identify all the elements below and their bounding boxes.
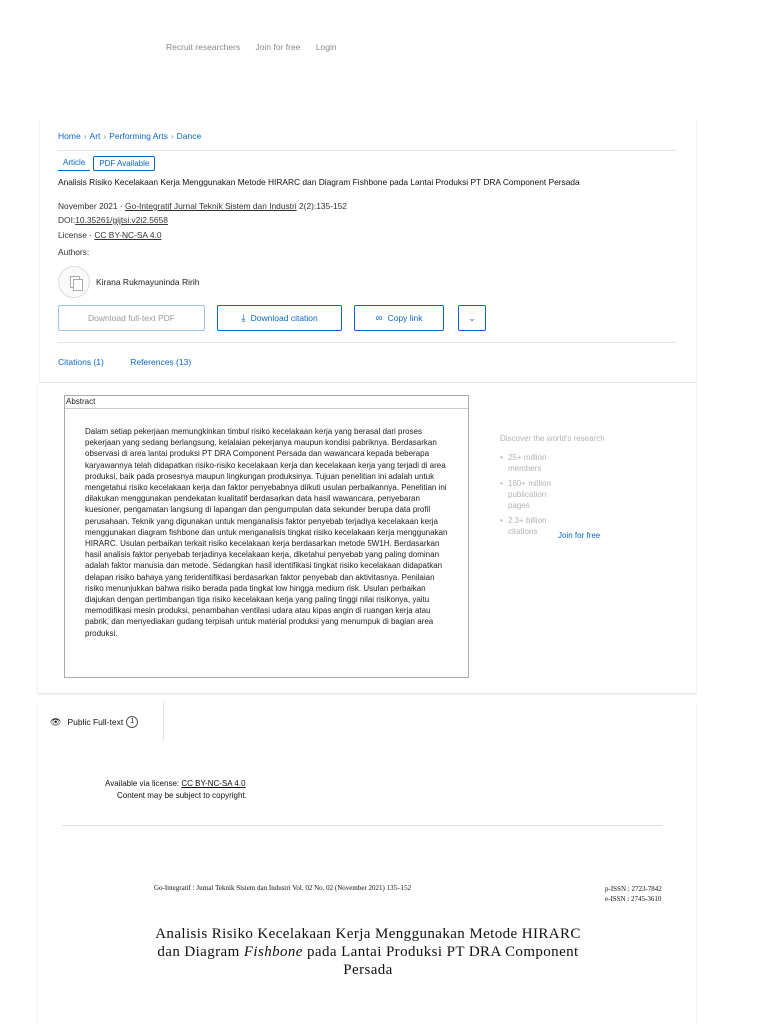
join-for-free-sidebar-link[interactable]: Join for free [558, 531, 601, 540]
join-for-free-link[interactable]: Join for free [255, 42, 301, 52]
pdf-issn [605, 884, 662, 904]
doi-link[interactable]: 10.35261/gijtsi.v2i2.5658 [75, 215, 168, 225]
breadcrumb-home[interactable]: Home [58, 131, 81, 141]
promo-heading: Discover the world's research [500, 434, 605, 443]
list-item: • 25+ million members [500, 452, 562, 474]
divider [62, 825, 662, 826]
recruit-researchers-link[interactable]: Recruit researchers [166, 42, 241, 52]
pdf-title-part1: Analisis Risiko Kecelakaan Kerja Menggunakan Metode HIRARC dan Diagram [155, 926, 581, 960]
pdf-journal-header: Go-Integratif : Jurnal Teknik Sistem dan Industri Vol. 02 No. 02 (November 2021) 135–152 [154, 884, 412, 892]
list-item: • 160+ million publication pages [500, 478, 562, 511]
download-full-text-pdf-button[interactable] [58, 305, 205, 331]
abstract-text: Dalam setiap pekerjaan memungkinkan timbul risiko kecelakaan kerja yang berasal dari proses pekerjaan yang sedang berlangsung, kelalaian pekerjanya maupun kondisi pabriknya. Berdasarkan observasi di area lantai produksi PT DRA Component Persada dan wawancara kepada beberapa karyawannya telah didapatkan risiko-risiko kecelakaan kerja dan kecelakaan kerja yang terjadi di area produksi, baik pada prosesnya maupun lingkungan produksinya. Tujuan penelitian ini adalah untuk mengetahui risiko kecelakaan kerja dan faktor penyebabnya diikuti usulan perbaikannya. Penelitian ini dilakukan menggunakan pendekatan kualitatif berdasarkan data hasil wawancara, penyebaran kuesioner, pengamatan langsung di lapangan dan pengumpulan data sekunder berupa data profil perusahaan. Teknik yang digunakan untuk menganalisis faktor penyebab terjadiya kecelakaan kerja menggunakan diagram fishbone dan untuk menganalisis tingkat risiko kecelakaan kerja menggunakan HIRARC. Usulan perbaikan terkait risiko kecelakaan kerja berdasarkan metode 5W1H. Berdasarkan hasil analisis faktor penyebab terjadinya kecelakaan kerja, diketahui penyebab yang paling dominan adalah faktor manusia dan metode. Sedangkan hasil identifikasi tingkat risiko kecelakaan didapatkan delapan risiko bahaya yang teridentifikasi berdasarkan faktor penyebab dan aktivitasnya. Penilaian risiko menunjukkan bahwa risiko berada pada tingkat low hingga medium risk. Usulan perbaikan diajukan dengan pertimbangan tiga risiko kecelakaan kerja yang paling tinggi nilai risikonya, yaitu memodifikasi mesin produksi, penambahan ventilasi udara atau kipas angin di ruangan kerja atau pabrik, dan menyediakan gudang terpisah untuk material produksi yang menumpuk di bagian area produksi. [85, 427, 448, 638]
tab-public-full-text[interactable] [38, 703, 164, 741]
abstract-label: Abstract [66, 397, 96, 406]
chevron-right-icon: › [103, 131, 107, 141]
tab-citations[interactable]: Citations (1) [58, 357, 104, 367]
breadcrumb [58, 131, 201, 141]
abstract-box [64, 395, 469, 678]
divider [58, 342, 676, 343]
author-name[interactable]: Kirana Rukmayuninda Ririh [96, 277, 200, 287]
pdf-paper-title [148, 925, 588, 979]
copy-link-label: Copy link [387, 313, 423, 323]
breadcrumb-performing-arts[interactable]: Performing Arts [109, 131, 168, 141]
full-text-license [105, 779, 246, 788]
divider [65, 408, 468, 409]
publication-header-card [40, 120, 696, 382]
download-citation-button[interactable] [217, 305, 342, 331]
more-actions-button[interactable] [458, 305, 486, 331]
avatar [58, 266, 90, 298]
promo-stats-list [500, 452, 620, 537]
copy-link-button[interactable] [354, 305, 444, 331]
link-icon: ∞ [375, 312, 383, 324]
journal-link[interactable]: Go-Integratif Jurnal Teknik Sistem dan Industri [125, 201, 297, 211]
authors-label: Authors: [58, 247, 90, 257]
license-link[interactable]: CC BY-NC-SA 4.0 [94, 230, 162, 240]
chevron-down-icon: ⌄ [468, 312, 476, 323]
publication-type-tabs [58, 156, 155, 171]
license-row: License · CC BY-NC-SA 4.0 [58, 230, 162, 240]
full-text-count-badge: 1 [126, 716, 138, 728]
download-icon: ⤓ [241, 312, 246, 324]
pdf-title-part2: pada Lantai Produksi PT DRA Component Persada [307, 944, 579, 978]
pdf-pissn: p-ISSN : 2723-7842 [605, 885, 662, 893]
download-pdf-label: Download full-text PDF [88, 313, 175, 323]
pdf-eissn: e-ISSN : 2745-3610 [605, 895, 662, 903]
top-navigation [166, 42, 350, 52]
full-text-tab-label: Public Full-text [67, 717, 124, 727]
publication-date: November 2021 [58, 201, 118, 211]
list-item: • 2.3+ billion citations [500, 515, 562, 537]
license-label: License [58, 230, 87, 240]
citation-tabs [58, 357, 215, 367]
full-text-card [38, 703, 696, 1024]
chevron-right-icon: › [83, 131, 87, 141]
download-citation-label: Download citation [250, 313, 318, 323]
join-promo-sidebar [500, 433, 620, 541]
eye-icon: 👁 [50, 716, 62, 727]
pdf-title-italic: Fishbone [243, 944, 303, 960]
tab-article[interactable]: Article [58, 156, 90, 171]
publication-date-journal: November 2021 · Go-Integratif Jurnal Teknik Sistem dan Industri 2(2):135-152 [58, 201, 347, 211]
breadcrumb-dance[interactable]: Dance [176, 131, 202, 141]
journal-volume: 2(2):135-152 [299, 201, 347, 211]
login-link[interactable]: Login [315, 42, 337, 52]
license-prefix: Available via license: [105, 779, 180, 788]
tab-references[interactable]: References (13) [130, 357, 192, 367]
article-title: Analisis Risiko Kecelakaan Kerja Menggunakan Metode HIRARC dan Diagram Fishbone pada Lantai Produksi PT DRA Component Persada [58, 177, 580, 187]
doi-row [58, 215, 168, 225]
breadcrumb-art[interactable]: Art [89, 131, 101, 141]
divider [58, 150, 676, 151]
author-item[interactable] [58, 266, 199, 298]
pdf-available-badge[interactable]: PDF Available [93, 156, 155, 171]
doi-label: DOI: [58, 215, 76, 225]
full-text-license-link[interactable]: CC BY-NC-SA 4.0 [181, 779, 246, 788]
chevron-right-icon: › [170, 131, 174, 141]
abstract-card [38, 383, 696, 693]
copyright-notice: Content may be subject to copyright. [117, 791, 247, 800]
